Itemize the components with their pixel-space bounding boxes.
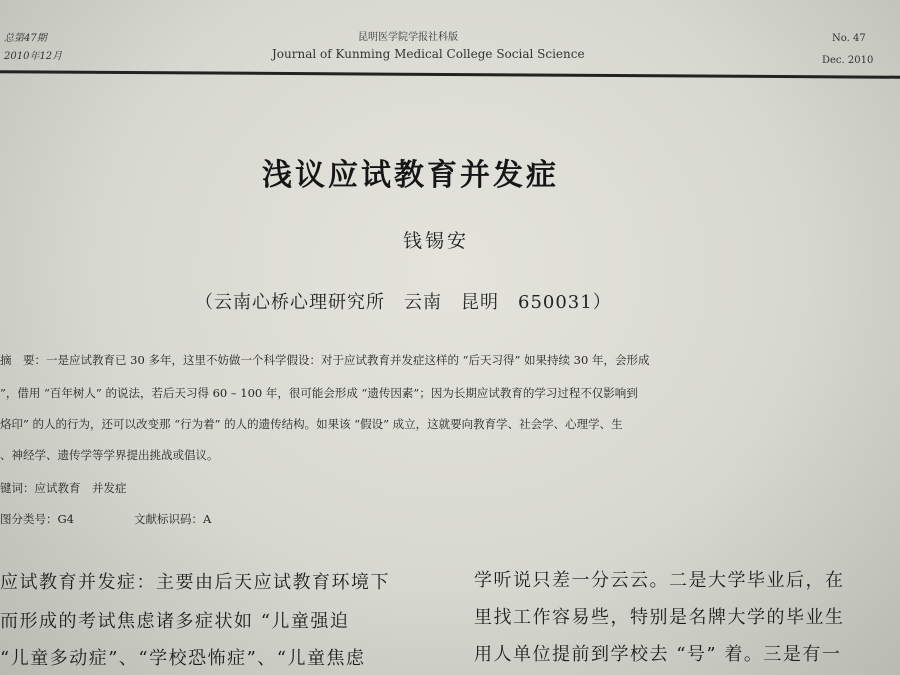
abstract-line: 摘 要：一是应试教育已 30 多年，这里不妨做一个科学假设：对于应试教育并发症这样的 “后天习得” 如果持续 30 年，会形成 <box>0 353 650 367</box>
header-issue-number: 总第47期 <box>4 33 47 44</box>
header-date: Dec. 2010 <box>822 55 874 66</box>
article-author: 钱锡安 <box>403 230 470 252</box>
header-issue-date: 2010年12月 <box>4 51 63 62</box>
abstract-line: 烙印” 的人的行为，还可以改变那 “行为着” 的人的遗传结构。如果该 “假设” 成立，这就要向教育学、社会学、心理学、生 <box>0 417 623 431</box>
keywords: 键词：应试教育 并发症 <box>0 481 127 495</box>
header-journal-en: Journal of Kunming Medical College Social Science <box>272 47 585 61</box>
body-right-line: 学听说只差一分云云。二是大学毕业后，在 <box>474 570 845 591</box>
header-number: No. 47 <box>832 33 866 44</box>
article-affiliation: （云南心桥心理研究所 云南 昆明 650031） <box>195 292 612 313</box>
abstract-line: 、神经学、遗传学等学界提出挑战或倡议。 <box>0 448 219 462</box>
body-right-line: 用人单位提前到学校去 “号” 着。三是有一 <box>474 644 842 665</box>
body-left-line: 应试教育并发症：主要由后天应试教育环境下 <box>0 572 390 593</box>
header-journal-cn: 昆明医学院学报社科版 <box>358 32 458 43</box>
body-right-line: 里找工作容易些，特别是名牌大学的毕业生 <box>474 607 845 628</box>
header-rule <box>0 70 900 78</box>
abstract-line: ”，借用 “百年树人” 的说法，若后天习得 60 – 100 年，很可能会形成 “遗传因素”；因为长期应试教育的学习过程不仅影响到 <box>0 386 638 400</box>
document-code: 文献标识码：A <box>134 512 212 526</box>
body-left-line: “儿童多动症”、“学校恐怖症”、“儿童焦虑 <box>0 648 366 669</box>
classification-number: 图分类号：G4 <box>0 512 75 526</box>
article-title: 浅议应试教育并发症 <box>262 158 559 193</box>
body-left-line: 而形成的考试焦虑诸多症状如 “儿童强迫 <box>0 611 350 632</box>
